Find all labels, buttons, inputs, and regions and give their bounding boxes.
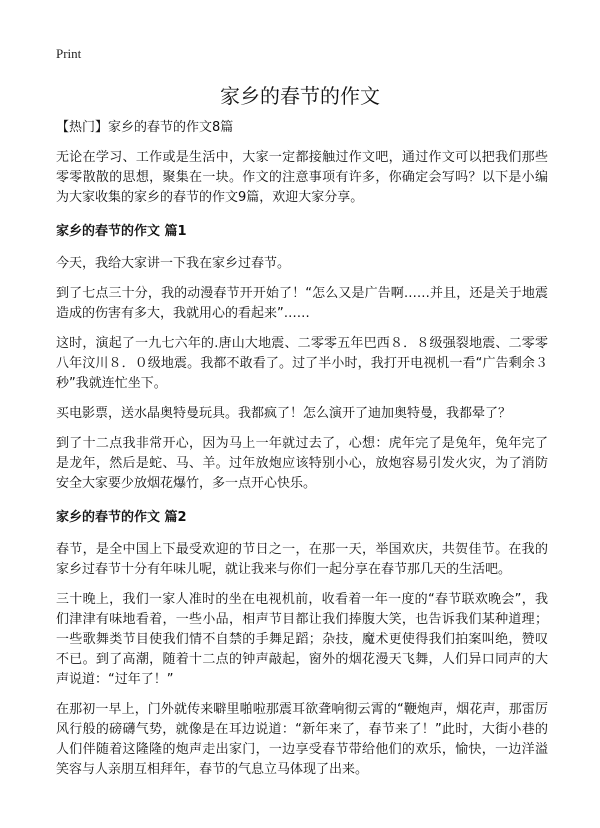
page-title: 家乡的春节的作文 [220,84,380,108]
print-link[interactable]: Print [56,46,82,61]
paragraph: 买电影票，送水晶奥特曼玩具。我都疯了！怎么演开了迪加奥特曼，我都晕了？ [56,406,512,421]
paragraph: 春节，是全中国上下最受欢迎的节日之一，在那一天，举国欢庆，共贺佳节。在我的家乡过春节十分有年味儿呢，就让我来与你们一起分享在春节那几天的生活吧。 [56,542,548,577]
paragraph: 今天，我给大家讲一下我在家乡过春节。 [56,256,291,271]
section-heading: 家乡的春节的作文 篇2 [56,510,187,525]
section-heading: 家乡的春节的作文 篇1 [56,224,187,239]
paragraph: 这时，演起了一九七六年的.唐山大地震、二零零五年巴西８．８级强裂地震、二零零八年汶川８．０级地震。我都不敢看了。过了半小时，我打开电视机一看“广告剩余３秒”我就连忙坐下。 [56,336,548,391]
article-body [56,118,548,790]
paragraph: 在那初一早上，门外就传来噼里啪啦那震耳欲聋响彻云霄的“鞭炮声，烟花声，那雷厉风行般的磅礴气势，就像是在耳边说道：“新年来了，春节来了！”此时，大街小巷的人们伴随着这隆隆的炮声走出家门，一边享受春节带给他们的欢乐，愉快，一边洋溢笑容与人亲朋互相拜年，春节的气息立马体现了出来。 [56,702,548,777]
intro-paragraph: 无论在学习、工作或是生活中，大家一定都接触过作文吧，通过作文可以把我们那些零零散散的思想，聚集在一块。作文的注意事项有许多，你确定会写吗？以下是小编为大家收集的家乡的春节的作文9篇，欢迎大家分享。 [56,150,548,205]
paragraph: 三十晚上，我们一家人准时的坐在电视机前，收看着一年一度的“春节联欢晚会”，我们津津有味地看着，一些小品，相声节目都让我们捧腹大笑，也告诉我们某种道理；一些歌舞类节目使我们情不自禁的手舞足蹈；杂技，魔术更使得我们拍案叫绝，赞叹不已。到了高潮，随着十二点的钟声敲起，窗外的烟花漫天飞舞，人们异口同声的大声说道：“过年了！” [56,592,548,687]
paragraph: 到了七点三十分，我的动漫春节开开始了！“怎么又是广告啊……并且，还是关于地震造成的伤害有多大，我就用心的看起来”…… [56,286,548,321]
article-subtitle: 【热门】家乡的春节的作文8篇 [56,120,234,135]
paragraph: 到了十二点我非常开心，因为马上一年就过去了，心想：虎年完了是兔年，兔年完了是龙年，然后是蛇、马、羊。过年放炮应该特别小心，放炮容易引发火灾，为了消防安全大家要少放烟花爆竹，多一点开心快乐。 [56,436,548,491]
